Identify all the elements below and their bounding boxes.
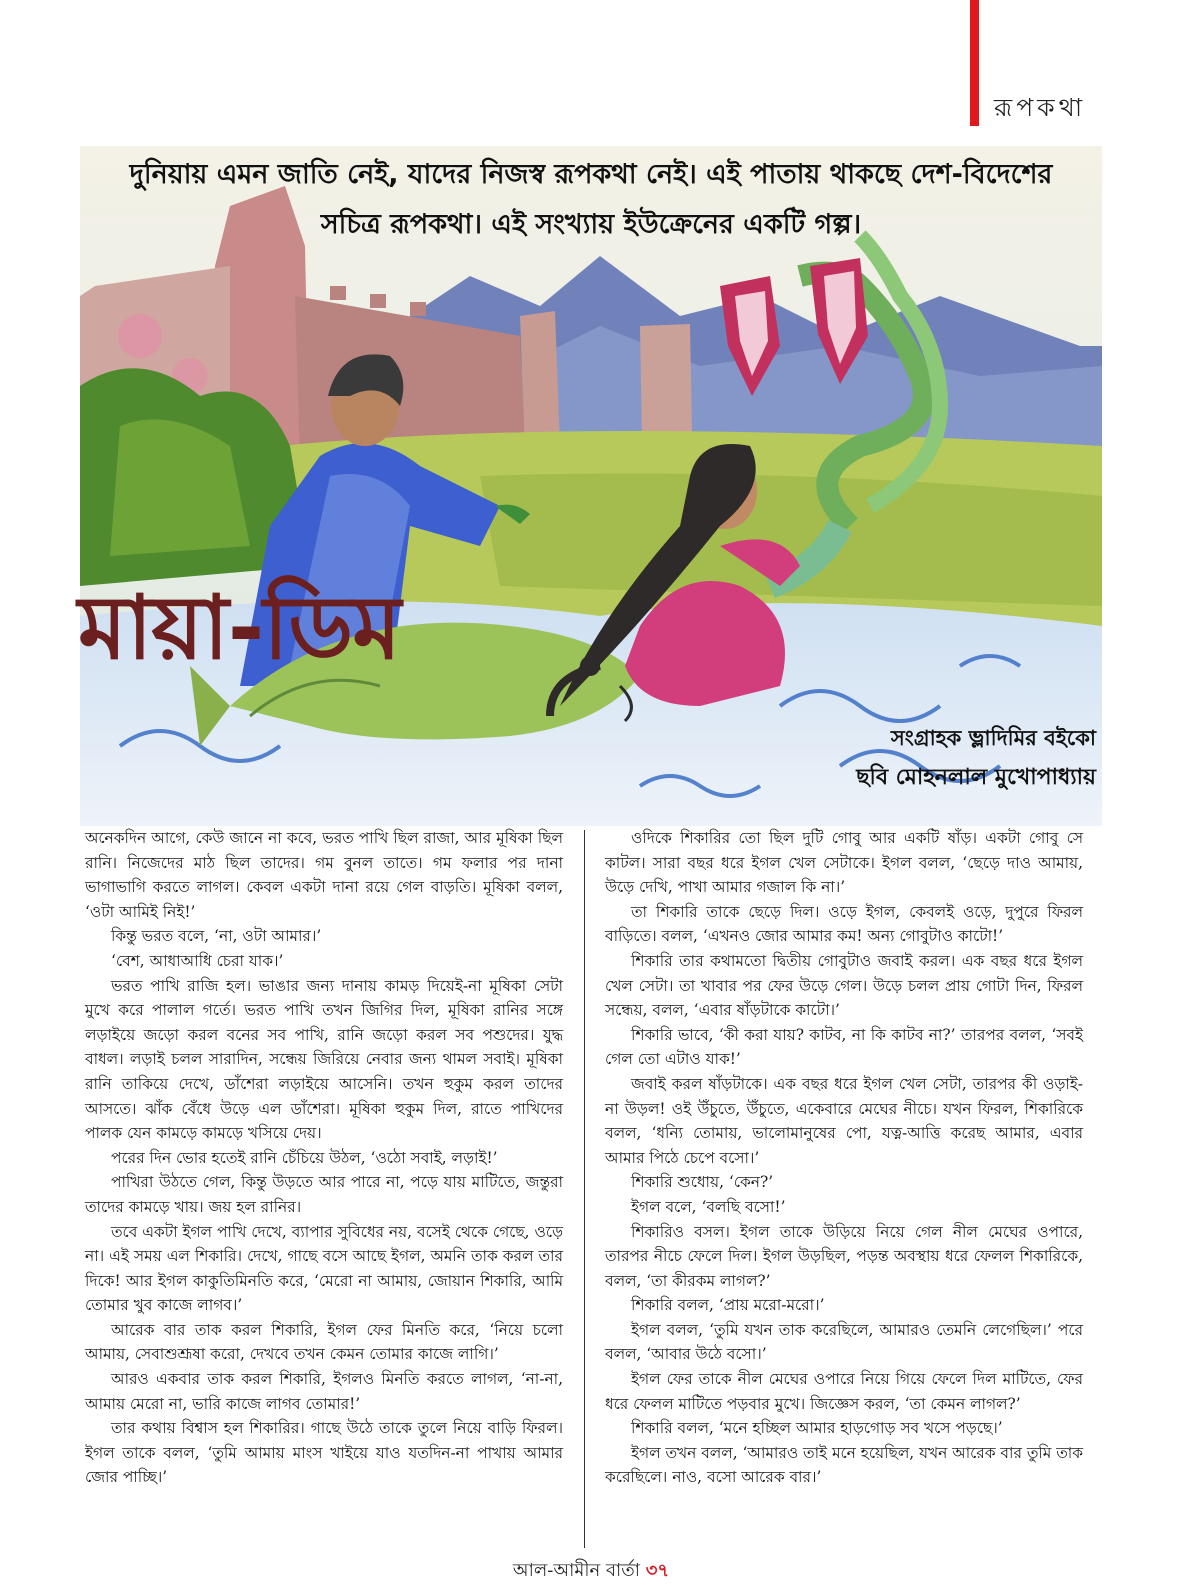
story-column-right: [605, 826, 1083, 1490]
paragraph: জবাই করল ষাঁড়টাকে। এক বছর ধরে ইগল খেল সেটা, তারপর কী ওড়াই-না উড়ল! ওই উঁচুতে, উঁচুতে, একেবারে মেঘের নীচে। যখন ফিরল, শিকারিকে বলল, ‘ধন্যি তোমায়, ভালোমানুষের পো, যত্ন-আত্তি করেছ আমার, এবার আমার পিঠে চেপে বসো।’: [605, 1074, 1083, 1167]
story-title: মায়া-ডিম: [78, 576, 401, 679]
paragraph: শিকারি শুধোয়, ‘কেন?’: [631, 1173, 774, 1192]
paragraph: পরের দিন ভোর হতেই রানি চেঁচিয়ে উঠল, ‘ওঠো সবাই, লড়াই!’: [111, 1148, 498, 1167]
section-label: রূপকথা: [994, 93, 1087, 122]
story-column-left: [85, 826, 563, 1490]
intro-text: [80, 150, 1102, 250]
paragraph: শিকারি বলল, ‘মনে হচ্ছিল আমার হাড়গোড় সব খসে পড়ছে।’: [631, 1419, 1003, 1438]
paragraph: তার কথায় বিশ্বাস হল শিকারির। গাছে উঠে তাকে তুলে নিয়ে বাড়ি ফিরল। ইগল তাকে বলল, ‘তুমি আমায় মাংস খাইয়ে যাও যতদিন-না পাখায় আমার জোর পাচ্ছি।’: [85, 1419, 563, 1487]
intro-line-2: সচিত্র রূপকথা। এই সংখ্যায় ইউক্রেনের একটি গল্প।: [320, 209, 862, 240]
page-number: ৩৭: [645, 1560, 670, 1581]
paragraph: তবে একটা ইগল পাখি দেখে, ব্যাপার সুবিধের নয়, বসেই থেকে গেছে, ওড়ে না। এই সময় এল শিকারি। দেখে, গাছে বসে আছে ইগল, অমনি তাক করল তার দিকে! আর ইগল কাকুতিমিনতি করে, ‘মেরো না আমায়, জোয়ান শিকারি, আমি তোমার খুব কাজে লাগব।’: [85, 1222, 563, 1315]
paragraph: কিন্তু ভরত বলে, ‘না, ওটা আমার।’: [111, 927, 322, 946]
paragraph: আরেক বার তাক করল শিকারি, ইগল ফের মিনতি করে, ‘নিয়ে চলো আমায়, সেবাশুশ্রূষা করো, দেখবে তখন কেমন তোমার কাজে লাগি।’: [85, 1320, 563, 1364]
paragraph: ওদিকে শিকারির তো ছিল দুটি গোবু আর একটি ষাঁড়। একটা গোবু সে কাটল। সারা বছর ধরে ইগল খেল সেটাকে। ইগল বলল, ‘ছেড়ে দাও আমায়, উড়ে দেখি, পাখা আমার গজাল কি না।’: [605, 829, 1083, 897]
paragraph: ইগল ফের তাকে নীল মেঘের ওপারে নিয়ে গিয়ে ফেলে দিল মাটিতে, ফের ধরে ফেলল মাটিতে পড়বার মুখে। জিজ্ঞেস করল, ‘তা কেমন লাগল?’: [605, 1370, 1083, 1413]
paragraph: শিকারি তার কথামতো দ্বিতীয় গোবুটাও জবাই করল। এক বছর ধরে ইগল খেল সেটা। তা খাবার পর ফের উড়ে গেল। উড়ে চলল প্রায় গোটা দিন, ফিরল সন্ধেয়, বলল, ‘এবার ষাঁড়টাকে কাটো।’: [605, 951, 1083, 1020]
paragraph: ইগল বলল, ‘তুমি যখন তাক করেছিলে, আমারও তেমনি লেগেছিল।’ পরে বলল, ‘আবার উঠে বসো।’: [605, 1320, 1083, 1364]
paragraph: ভরত পাখি রাজি হল। ভাঙার জন্য দানায় কামড় দিয়েই-না মূষিকা সেটা মুখে করে পালাল গর্তে। ভরত পাখি তখন জিগির দিল, মূষিকা রানির সঙ্গে লড়াইয়ে জড়ো করল বনের সব পাখি, রানি জড়ো করল সব পশুদের। যুদ্ধ বাধল। লড়াই চলল সারাদিন, সন্ধেয় জিরিয়ে নেবার জন্য থামল সবাই। মূষিকা রানি তাকিয়ে দেখে, ডাঁশেরা লড়াইয়ে আসেনি। তখন হুকুম করল তাদের আসতে। ঝাঁক বেঁধে উড়ে এল ডাঁশেরা। মূষিকা হুকুম দিল, রাতে পাখিদের পালক যেন কামড়ে কামড়ে খসিয়ে দেয়।: [85, 976, 563, 1143]
paragraph: ইগল তখন বলল, ‘আমারও তাই মনে হয়েছিল, যখন আরেক বার তুমি তাক করেছিলে। নাও, বসো আরেক বার।’: [605, 1443, 1083, 1487]
paragraph: আরও একবার তাক করল শিকারি, ইগলও মিনতি করতে লাগল, ‘না-না, আমায় মেরো না, ভারি কাজে লাগব তোমার!’: [85, 1370, 563, 1413]
column-divider: [584, 830, 585, 1548]
paragraph: পাখিরা উঠতে গেল, কিন্তু উড়তে আর পারে না, পড়ে যায় মাটিতে, জন্তুরা তাদের কামড়ে খায়। জয় হল রানির।: [85, 1173, 563, 1216]
collector-credit: সংগ্রাহক ভ্লাদিমির বইকো: [890, 726, 1096, 750]
paragraph: তা শিকারি তাকে ছেড়ে দিল। ওড়ে ইগল, কেবলই ওড়ে, দুপুরে ফিরল বাড়িতে। বলল, ‘এখনও জোর আমার কম! অন্য গোবুটাও কাটো!’: [605, 902, 1083, 946]
section-accent-bar: [970, 0, 979, 126]
paragraph: শিকারি বলল, ‘প্রায় মরো-মরো।’: [631, 1296, 825, 1315]
paragraph: অনেকদিন আগে, কেউ জানে না কবে, ভরত পাখি ছিল রাজা, আর মূষিকা ছিল রানি। নিজেদের মাঠ ছিল তাদের। গম বুনল তাতে। গম ফলার পর দানা ভাগাভাগি করতে লাগল। কেবল একটা দানা রয়ে গেল বাড়তি। মূষিকা বলল, ‘ওটা আমিই নিই!’: [85, 829, 563, 921]
intro-line-1: দুনিয়ায় এমন জাতি নেই, যাদের নিজস্ব রূপকথা নেই। এই পাতায় থাকছে দেশ-বিদেশের: [129, 159, 1053, 190]
magazine-name: আল-আমীন বার্তা: [512, 1560, 640, 1581]
paragraph: শিকারিও বসল। ইগল তাকে উড়িয়ে নিয়ে গেল নীল মেঘের ওপারে, তারপর নীচে ফেলে দিল। ইগল উড়ছিল, পড়ন্ত অবস্থায় ধরে ফেলল শিকারিকে, বলল, ‘তা কীরকম লাগল?’: [605, 1222, 1083, 1290]
paragraph: শিকারি ভাবে, ‘কী করা যায়? কাটব, না কি কাটব না?’ তারপর বলল, ‘সবই গেল তো এটাও যাক!’: [605, 1025, 1083, 1069]
paragraph: ইগল বলে, ‘বলছি বসো!’: [631, 1197, 786, 1216]
paragraph: ‘বেশ, আধাআধি চেরা যাক।’: [111, 951, 284, 970]
page-footer: [0, 1556, 1182, 1587]
artist-credit: ছবি মোহনলাল মুখোপাধ্যায়: [856, 765, 1096, 790]
